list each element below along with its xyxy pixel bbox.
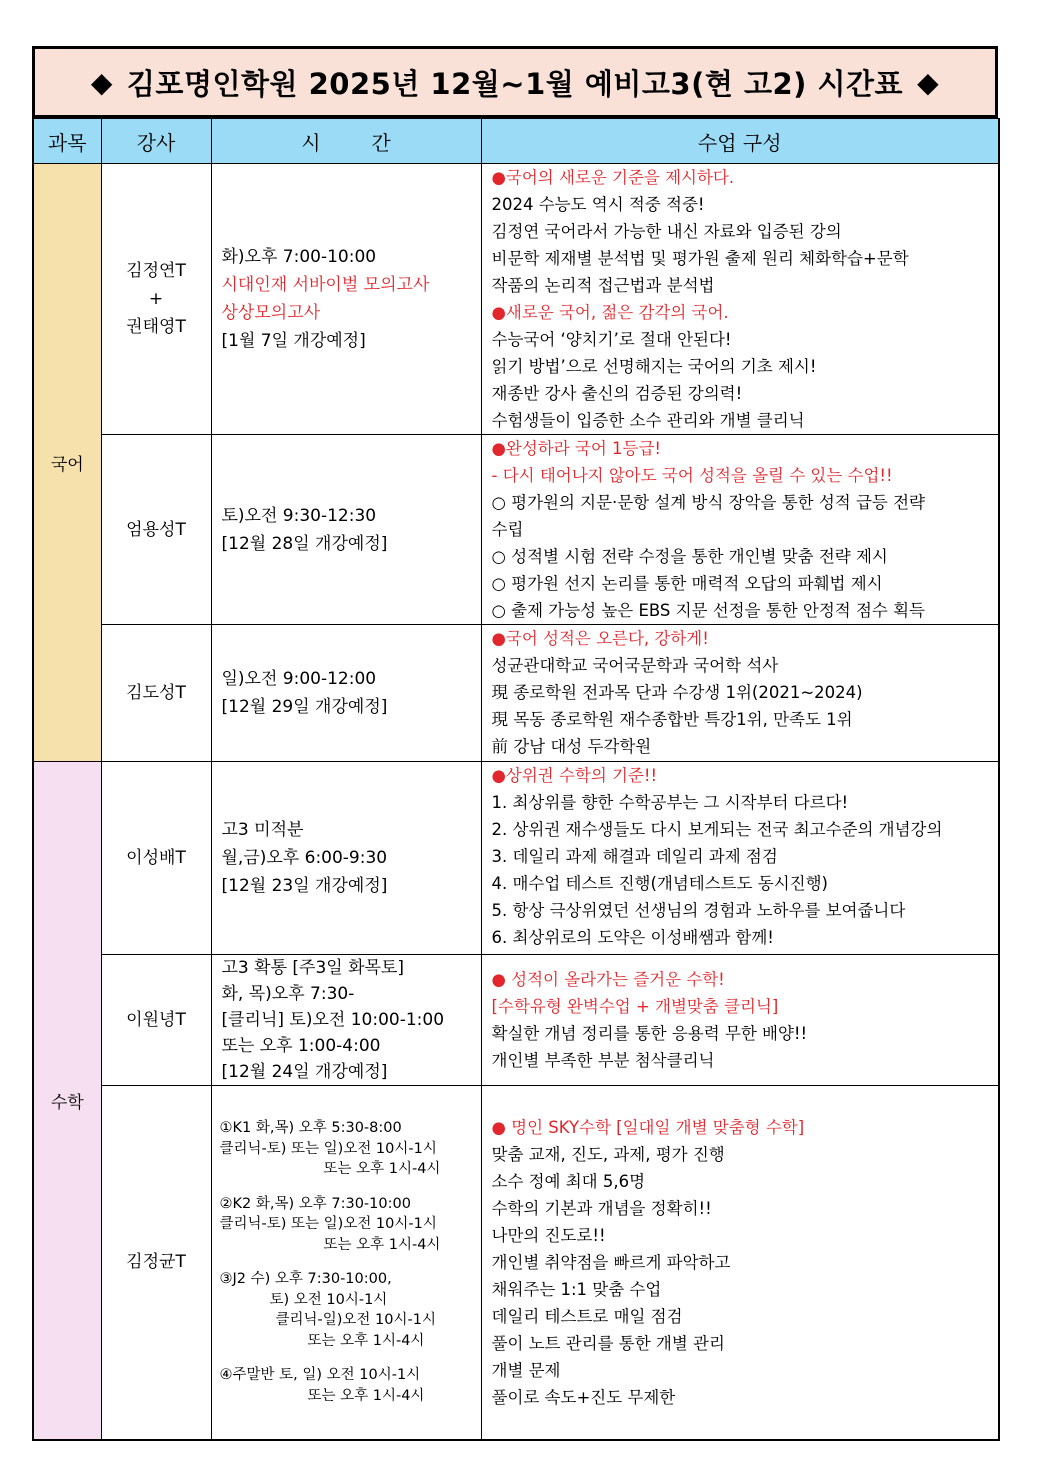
time-text: 화, 목)오후 7:30- xyxy=(221,984,355,1004)
content-line: 김정연 국어라서 가능한 내신 자료와 입증된 강의 xyxy=(491,222,842,241)
content-line: 개인별 취약점을 빠르게 파악하고 xyxy=(491,1252,731,1272)
title-banner xyxy=(32,46,998,118)
content-line: 소수 정예 최대 5,6명 xyxy=(491,1171,646,1191)
content-heading: ● 명인 SKY수학 [일대일 개별 맞춤형 수학] xyxy=(491,1117,805,1137)
content-line: 4. 매수업 테스트 진행(개념테스트도 동시진행) xyxy=(491,874,828,893)
content-line: 前 강남 대성 두각학원 xyxy=(491,737,652,756)
content-line: 읽기 방법’으로 선명해지는 국어의 기초 제시! xyxy=(491,357,817,376)
teacher-name: 김도성T xyxy=(126,683,186,703)
content-line: 3. 데일리 과제 해결과 데일리 과제 점검 xyxy=(491,847,778,866)
content-line: 2024 수능도 역시 적중 적중! xyxy=(491,195,705,214)
time-text: ③J2 수) 오후 7:30-10:00, xyxy=(219,1271,392,1288)
diamond-icon: ◆ xyxy=(917,65,940,99)
header-time: 시 간 xyxy=(211,119,481,164)
time-text: 또는 오후 1시-4시 xyxy=(307,1332,425,1349)
teacher-cell xyxy=(101,1086,211,1440)
content-line: 現 목동 종로학원 재수종합반 특강1위, 만족도 1위 xyxy=(491,710,853,729)
time-text: 클리닉-토) 또는 일)오전 10시-1시 xyxy=(219,1140,437,1157)
time-text: 클리닉-일)오전 10시-1시 xyxy=(275,1312,436,1329)
diamond-icon: ◆ xyxy=(90,65,113,99)
time-text: 시대인재 서바이벌 모의고사 xyxy=(221,275,430,295)
content-heading: ●완성하라 국어 1등급! xyxy=(491,439,662,458)
content-line: 수험생들이 입증한 소수 관리와 개별 클리닉 xyxy=(491,411,805,430)
teacher-name: 김정균T xyxy=(126,1252,186,1273)
start-date: [12월 23일 개강예정] xyxy=(221,876,388,896)
table-row xyxy=(33,762,999,955)
content-line: ○ 평가원 선지 논리를 통한 매력적 오답의 파훼법 제시 xyxy=(491,574,883,593)
content-line: 2. 상위권 재수생들도 다시 보게되는 전국 최고수준의 개념강의 xyxy=(491,820,943,839)
content-line: 개인별 부족한 부분 첨삭클리닉 xyxy=(491,1051,715,1070)
table-row xyxy=(33,1086,999,1440)
time-text: ②K2 화,목) 오후 7:30-10:00 xyxy=(219,1195,411,1212)
time-cell xyxy=(211,762,481,955)
content-line: 수능국어 ‘양치기’로 절대 안된다! xyxy=(491,330,732,349)
time-cell xyxy=(211,1086,481,1440)
content-heading: ●상위권 수학의 기준!! xyxy=(491,766,658,785)
content-heading: ● 성적이 올라가는 즐거운 수학! xyxy=(491,970,725,989)
content-line: 풀이로 속도+진도 무제한 xyxy=(491,1387,676,1407)
teacher-name: 이성배T xyxy=(126,848,186,868)
spacer xyxy=(220,1255,481,1269)
header-subject: 과목 xyxy=(33,119,101,164)
content-cell xyxy=(481,1086,999,1440)
start-date: [1월 7일 개강예정] xyxy=(221,331,366,351)
content-line: 채워주는 1:1 맞춤 수업 xyxy=(491,1279,662,1299)
teacher-plus: + xyxy=(148,289,164,309)
timetable-sheet xyxy=(32,46,998,1441)
teacher-name: 이원녕T xyxy=(126,1010,186,1030)
time-text: [클리닉] 토)오전 10:00-1:00 xyxy=(221,1010,445,1030)
time-cell xyxy=(211,435,481,625)
header-row xyxy=(33,119,999,164)
time-cell xyxy=(211,164,481,435)
time-text: 월,금)오후 6:00-9:30 xyxy=(221,848,388,868)
spacer xyxy=(220,1351,481,1365)
content-line: 비문학 제재별 분석법 및 평가원 출제 원리 체화학습+문학 xyxy=(491,249,909,268)
content-heading: - 다시 태어나지 않아도 국어 성적을 올릴 수 있는 수업!! xyxy=(491,466,893,485)
content-cell xyxy=(481,435,999,625)
start-date: [12월 29일 개강예정] xyxy=(221,697,388,717)
content-line: 나만의 진도로!! xyxy=(491,1225,606,1245)
time-text: 토)오전 9:30-12:30 xyxy=(221,505,377,526)
content-line: ○ 출제 가능성 높은 EBS 지문 선정을 통한 안정적 점수 획득 xyxy=(491,601,925,620)
start-date: [12월 28일 개강예정] xyxy=(221,533,388,554)
time-text: 상상모의고사 xyxy=(221,303,321,323)
time-text: 또는 오후 1시-4시 xyxy=(323,1236,441,1253)
header-teacher: 강사 xyxy=(101,119,211,164)
time-text: 또는 오후 1시-4시 xyxy=(323,1161,441,1178)
subject-korean: 국어 xyxy=(33,164,101,762)
content-line: 성균관대학교 국어국문학과 국어학 석사 xyxy=(491,656,779,675)
table-row xyxy=(33,955,999,1086)
content-heading: ●국어 성적은 오른다, 강하게! xyxy=(491,629,709,648)
time-cell xyxy=(211,955,481,1086)
content-line: 개별 문제 xyxy=(491,1360,561,1380)
content-cell xyxy=(481,625,999,762)
content-heading: [수학유형 완벽수업 + 개별맞춤 클리닉] xyxy=(491,997,779,1016)
content-line: 6. 최상위로의 도약은 이성배쌤과 함께! xyxy=(491,928,774,947)
teacher-name: 김정연T xyxy=(126,261,186,281)
time-text: 또는 오후 1시-4시 xyxy=(307,1387,425,1404)
time-text: 화)오후 7:00-10:00 xyxy=(221,247,377,267)
time-text: ④주말반 토, 일) 오전 10시-1시 xyxy=(219,1367,421,1384)
teacher-cell xyxy=(101,164,211,435)
content-heading: ●새로운 국어, 젊은 감각의 국어. xyxy=(491,303,729,322)
content-line: 수학의 기본과 개념을 정확히!! xyxy=(491,1198,712,1218)
content-cell xyxy=(481,955,999,1086)
time-cell xyxy=(211,625,481,762)
content-line: 재종반 강사 출신의 검증된 강의력! xyxy=(491,384,743,403)
time-text: 클리닉-토) 또는 일)오전 10시-1시 xyxy=(219,1216,437,1233)
header-content: 수업 구성 xyxy=(481,119,999,164)
content-line: 1. 최상위를 향한 수학공부는 그 시작부터 다르다! xyxy=(491,793,849,812)
table-row xyxy=(33,164,999,435)
content-cell xyxy=(481,762,999,955)
spacer xyxy=(220,1180,481,1194)
subject-math: 수학 xyxy=(33,762,101,1440)
content-line: 수립 xyxy=(491,520,524,539)
content-line: 맞춤 교재, 진도, 과제, 평가 진행 xyxy=(491,1144,725,1164)
content-cell xyxy=(481,164,999,435)
start-date: [12월 24일 개강예정] xyxy=(221,1062,388,1082)
teacher-name: 권태영T xyxy=(126,317,186,337)
teacher-cell xyxy=(101,762,211,955)
time-text: 고3 확통 [주3일 화목토] xyxy=(221,958,404,978)
table-row xyxy=(33,625,999,762)
time-text: 또는 오후 1:00-4:00 xyxy=(221,1036,381,1056)
content-line: ○ 평가원의 지문·문항 설계 방식 장악을 통한 성적 급등 전략 xyxy=(491,493,925,512)
table-row xyxy=(33,435,999,625)
teacher-cell xyxy=(101,435,211,625)
content-line: 데일리 테스트로 매일 점검 xyxy=(491,1306,683,1326)
content-line: ○ 성적별 시험 전략 수정을 통한 개인별 맞춤 전략 제시 xyxy=(491,547,888,566)
time-text: ①K1 화,목) 오후 5:30-8:00 xyxy=(219,1120,402,1137)
time-text: 토) 오전 10시-1시 xyxy=(269,1291,388,1308)
teacher-cell xyxy=(101,955,211,1086)
time-text: 일)오전 9:00-12:00 xyxy=(221,669,377,689)
schedule-table xyxy=(32,118,1000,1441)
content-heading: ●국어의 새로운 기준을 제시하다. xyxy=(491,168,735,187)
teacher-name: 엄용성T xyxy=(126,519,186,540)
content-line: 작품의 논리적 접근법과 분석법 xyxy=(491,276,715,295)
content-line: 現 종로학원 전과목 단과 수강생 1위(2021~2024) xyxy=(491,683,863,702)
teacher-cell xyxy=(101,625,211,762)
content-line: 5. 항상 극상위였던 선생님의 경험과 노하우를 보여줍니다 xyxy=(491,901,906,920)
page-title: 김포명인학원 2025년 12월~1월 예비고3(현 고2) 시간표 xyxy=(126,66,904,101)
content-line: 확실한 개념 정리를 통한 응용력 무한 배양!! xyxy=(491,1024,808,1043)
content-line: 풀이 노트 관리를 통한 개별 관리 xyxy=(491,1333,725,1353)
time-text: 고3 미적분 xyxy=(221,820,304,840)
